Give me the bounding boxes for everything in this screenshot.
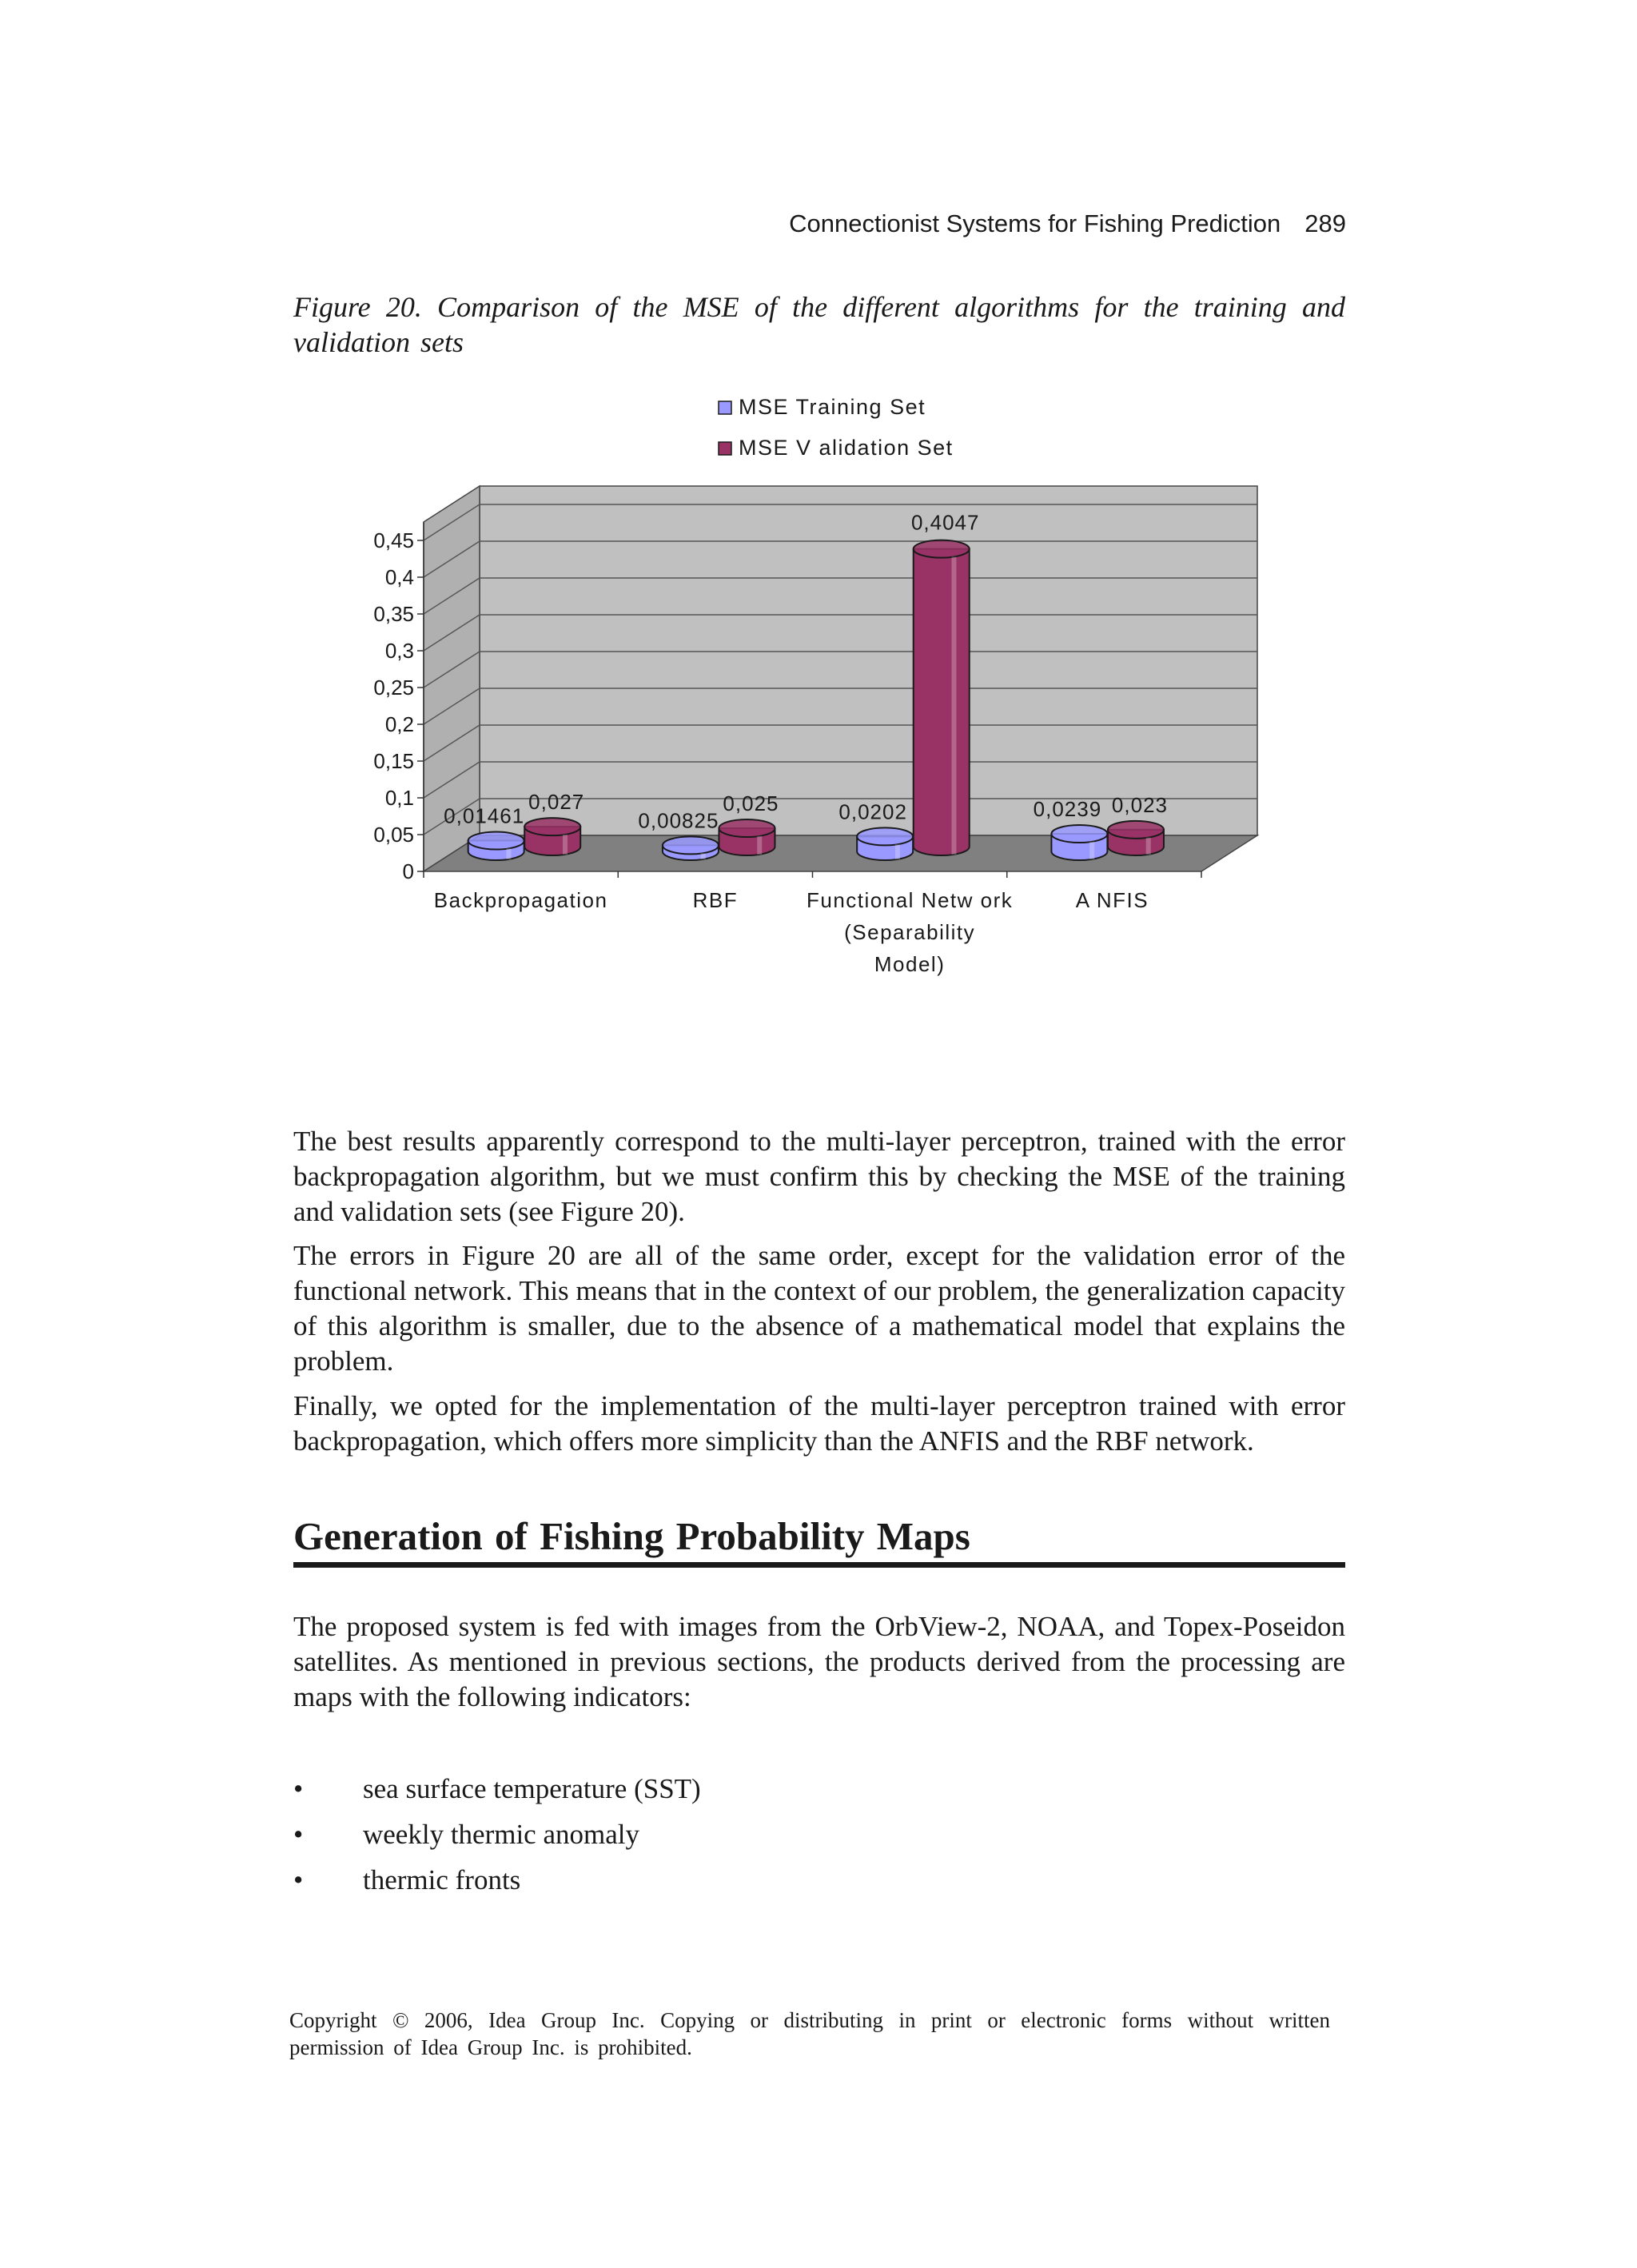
bullet-marker: • — [293, 1773, 304, 1804]
bar-0-1 — [663, 836, 719, 860]
bar-1-3 — [1108, 821, 1164, 855]
data-label: 0,0239 — [1033, 797, 1102, 822]
data-label: 0,025 — [723, 791, 779, 815]
bar-1-0 — [524, 818, 580, 855]
legend-label: MSE V alidation Set — [739, 436, 954, 460]
y-tick-label: 0,3 — [384, 639, 414, 663]
bar-top — [468, 832, 524, 850]
bar-1-1 — [719, 819, 775, 855]
figure-caption: Figure 20. Comparison of the MSE of the different algorithms for the training and validation sets — [293, 291, 1345, 358]
y-tick-label: 0,15 — [373, 749, 414, 773]
legend-swatch — [719, 401, 731, 414]
list-item-text: thermic fronts — [363, 1864, 521, 1895]
category-label: (Separability — [844, 920, 976, 944]
data-label: 0,01461 — [444, 803, 525, 828]
copyright-notice: Copyright © 2006, Idea Group Inc. Copying or distributing in print or electronic forms without written permission of Idea Group Inc. is prohibited. — [289, 2008, 1330, 2059]
list-item-text: weekly thermic anomaly — [363, 1819, 639, 1850]
category-label: Model) — [874, 952, 946, 976]
y-tick-label: 0,05 — [373, 823, 414, 847]
data-label: 0,4047 — [910, 510, 980, 535]
body-paragraph-2: The errors in Figure 20 are all of the same order, except for the validation error of the functional network. This means that in the context of our problem, the generalization capacity of this algorithm is smaller, due to the absence of a mathematical model that explains the problem. — [293, 1240, 1345, 1377]
body-paragraph-3: Finally, we opted for the implementation of the multi-layer perceptron trained with error backpropagation, which offers more simplicity than the ANFIS and the RBF network. — [293, 1390, 1345, 1457]
legend-swatch — [719, 442, 731, 455]
bar-top — [1051, 825, 1107, 843]
bar-1-2 — [914, 540, 970, 855]
bar-top — [719, 819, 775, 837]
running-head-title: Connectionist Systems for Fishing Prediction — [789, 209, 1281, 237]
legend-label: MSE Training Set — [739, 395, 926, 419]
bar-0-2 — [857, 827, 913, 860]
data-label: 0,00825 — [638, 808, 719, 833]
page-number: 289 — [1304, 209, 1346, 237]
y-tick-label: 0,1 — [384, 786, 414, 810]
bar-top — [663, 836, 719, 854]
chart-back-wall — [480, 486, 1257, 835]
bar-top — [857, 827, 913, 845]
y-tick-label: 0,4 — [384, 565, 414, 589]
data-label: 0,027 — [528, 790, 585, 815]
bar-0-3 — [1051, 825, 1107, 860]
category-label: RBF — [692, 888, 739, 912]
bar-0-0 — [468, 832, 524, 860]
bullet-marker: • — [293, 1819, 304, 1850]
bar-top — [524, 818, 580, 835]
y-tick-label: 0,2 — [384, 712, 414, 736]
section-heading: Generation of Fishing Probability Maps — [293, 1514, 970, 1558]
y-tick-label: 0,35 — [373, 602, 414, 626]
category-label: Backpropagation — [433, 888, 608, 912]
category-label: A NFIS — [1075, 888, 1149, 912]
y-tick-label: 0,25 — [373, 676, 414, 700]
bar-top — [1108, 821, 1164, 839]
section-intro: The proposed system is fed with images from the OrbView-2, NOAA, and Topex-Poseidon satellites. As mentioned in previous sections, the products derived from the processing are maps with the following indicators: — [293, 1611, 1345, 1712]
mse-comparison-chart — [0, 0, 1637, 1039]
heading-rule — [293, 1562, 1345, 1568]
data-label: 0,023 — [1111, 792, 1169, 817]
list-item-text: sea surface temperature (SST) — [363, 1773, 701, 1804]
data-label: 0,0202 — [838, 799, 907, 824]
y-tick-label: 0,45 — [373, 528, 414, 552]
body-paragraph-1: The best results apparently correspond to the multi-layer perceptron, trained with the error backpropagation algorithm, but we must confirm this by checking the MSE of the training and validation sets (see Figure 20). — [293, 1126, 1345, 1227]
y-tick-label: 0 — [402, 859, 414, 883]
category-label: Functional Netw ork — [806, 888, 1014, 912]
bar-body — [914, 549, 970, 855]
bar-top — [914, 540, 970, 558]
bullet-marker: • — [293, 1864, 304, 1895]
